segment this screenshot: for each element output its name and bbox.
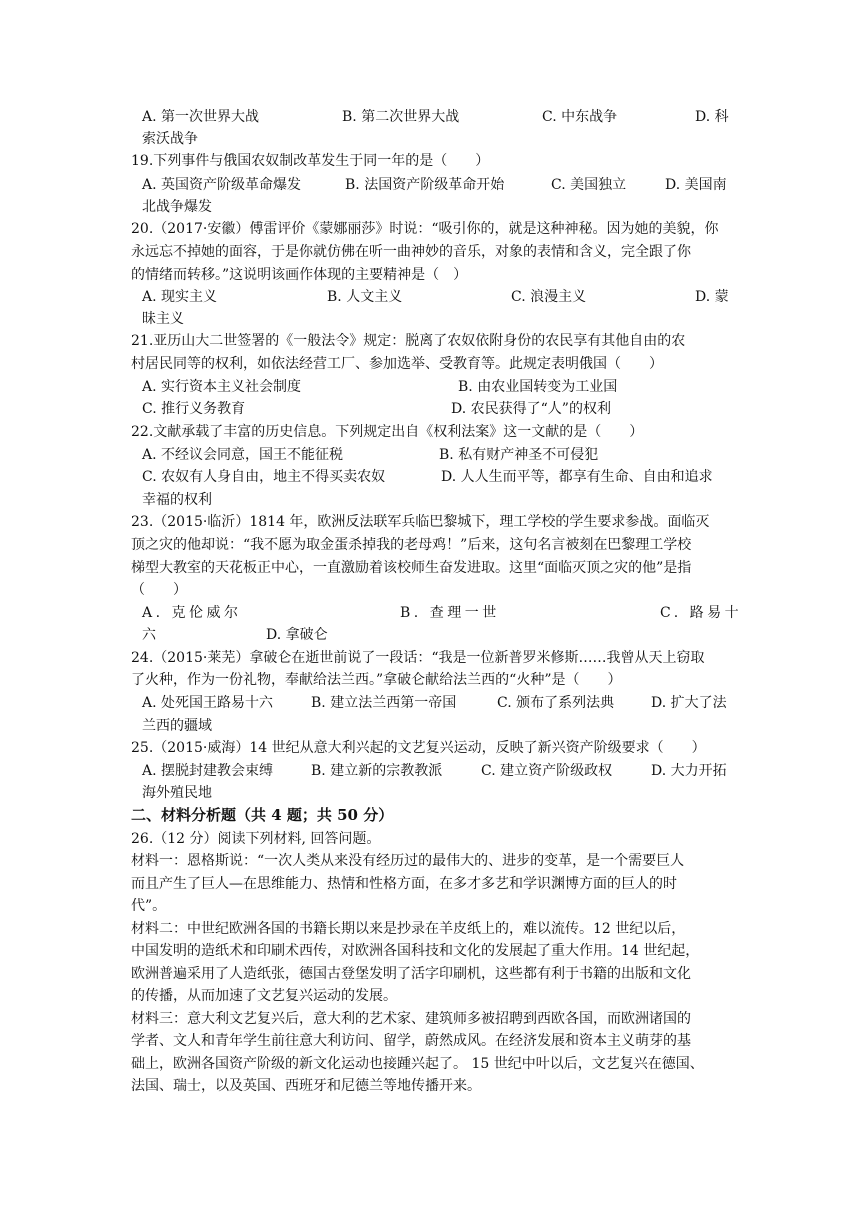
q25-stem: 25.（2015·威海）14 世纪从意大利兴起的文艺复兴运动，反映了新兴资产阶级要求（ ） <box>131 740 706 756</box>
q22-option-a: A. 不经议会同意，国王不能征税 <box>142 447 344 463</box>
q24-option-a: A. 处死国王路易十六 <box>142 695 274 711</box>
q20-stem-line1: 20.（2017·安徽）傅雷评价《蒙娜丽莎》时说：“吸引你的，就是这种神秘。因为她的美貌，你 <box>131 221 719 237</box>
q26-material2-line2: 中国发明的造纸术和印刷术西传，对欧洲各国科技和文化的发展起了重大作用。14 世纪起， <box>131 943 700 959</box>
q20-stem-line3: 的情绪而转移。”这说明该画作体现的主要精神是（ ） <box>131 267 468 283</box>
q22-option-b: B. 私有财产神圣不可侵犯 <box>439 447 599 463</box>
q21-option-d: D. 农民获得了“人”的权利 <box>451 401 611 417</box>
q23-option-d: D. 拿破仑 <box>266 627 328 643</box>
q24-option-c: C. 颁布了系列法典 <box>497 695 615 711</box>
q20-option-a: A. 现实主义 <box>142 289 218 305</box>
q21-stem-line1: 21.亚历山大二世签署的《一般法令》规定：脱离了农奴依附身份的农民享有其他自由的农 <box>131 333 686 349</box>
q18-option-d-continued: 索沃战争 <box>142 131 198 147</box>
q26-material3-line2: 学者、文人和青年学生前往意大利访问、留学，蔚然成风。在经济发展和资本主义萌芽的基 <box>131 1033 691 1049</box>
q24-option-b: B. 建立法兰西第一帝国 <box>311 695 457 711</box>
q20-option-d: D. 蒙 <box>695 289 729 305</box>
q23-option-a: A. 克伦威尔 <box>142 605 242 621</box>
q26-material2-line1: 材料二：中世纪欧洲各国的书籍长期以来是抄录在羊皮纸上的，难以流传。12 世纪以后， <box>131 921 686 937</box>
q19-option-d-continued: 北战争爆发 <box>142 199 212 215</box>
q26-material3-line4: 法国、瑞士，以及英国、西班牙和尼德兰等地传播开来。 <box>131 1078 481 1094</box>
q25-option-d-continued: 海外殖民地 <box>142 785 212 801</box>
q22-option-d: D. 人人生而平等，都享有生命、自由和追求 <box>441 469 713 485</box>
q24-stem-line2: 了火种，作为一份礼物，奉献给法兰西。”拿破仑献给法兰西的“火种”是（ ） <box>131 672 622 688</box>
q20-option-b: B. 人文主义 <box>327 289 403 305</box>
q25-option-a: A. 摆脱封建教会束缚 <box>142 763 274 779</box>
q23-stem-line2: 顶之灾的他却说：“我不愿为取金蛋杀掉我的老母鸡！”后来，这句名言被刻在巴黎理工学校 <box>131 537 692 553</box>
q18-option-c: C. 中东战争 <box>542 109 618 125</box>
q23-option-c-continued: 六 <box>142 627 156 643</box>
q24-option-d-continued: 兰西的疆域 <box>142 718 212 734</box>
q22-stem: 22.文献承载了丰富的历史信息。下列规定出自《权利法案》这一文献的是（ ） <box>131 424 644 440</box>
q22-option-d-continued: 幸福的权利 <box>142 492 212 508</box>
q26-material1-line2: 而且产生了巨人—在思维能力、热情和性格方面，在多才多艺和学识渊博方面的巨人的时 <box>131 876 677 892</box>
q20-option-d-continued: 昧主义 <box>142 311 184 327</box>
q20-option-c: C. 浪漫主义 <box>511 289 587 305</box>
q19-option-b: B. 法国资产阶级革命开始 <box>345 177 505 193</box>
q26-material3-line3: 础上，欧洲各国资产阶级的新文化运动也接踵兴起了。 15 世纪中叶以后，文艺复兴在德国、 <box>131 1056 704 1072</box>
q26-material1-line3: 代”。 <box>131 898 167 914</box>
q23-option-b: B. 查理一世 <box>400 605 500 621</box>
q21-option-a: A. 实行资本主义社会制度 <box>142 379 302 395</box>
q25-option-d: D. 大力开拓 <box>651 763 727 779</box>
q26-material1-line1: 材料一：恩格斯说：“一次人类从来没有经历过的最伟大的、进步的变革，是一个需要巨人 <box>131 853 685 869</box>
q19-option-a: A. 英国资产阶级革命爆发 <box>142 177 302 193</box>
q26-intro: 26.（12 分）阅读下列材料, 回答问题。 <box>131 831 381 847</box>
q18-option-a: A. 第一次世界大战 <box>142 109 260 125</box>
q19-stem: 19.下列事件与俄国农奴制改革发生于同一年的是（ ） <box>131 153 490 169</box>
q21-option-b: B. 由农业国转变为工业国 <box>458 379 618 395</box>
q19-option-d: D. 美国南 <box>665 177 727 193</box>
q25-option-b: B. 建立新的宗教教派 <box>311 763 443 779</box>
q24-option-d: D. 扩大了法 <box>651 695 727 711</box>
q26-material2-line4: 的传播，从而加速了文艺复兴运动的发展。 <box>131 988 397 1004</box>
q26-material2-line3: 欧洲普遍采用了人造纸张，德国古登堡发明了活字印刷机，这些都有利于书籍的出版和文化 <box>131 966 691 982</box>
q24-stem-line1: 24.（2015·莱芜）拿破仑在逝世前说了一段话：“我是一位新普罗米修斯……我曾从天上窃取 <box>131 650 705 666</box>
q23-stem-line4: （ ） <box>131 582 187 598</box>
q19-option-c: C. 美国独立 <box>551 177 627 193</box>
q18-option-d: D. 科 <box>695 109 729 125</box>
q25-option-c: C. 建立资产阶级政权 <box>481 763 613 779</box>
q23-stem-line3: 梯型大教室的天花板正中心，一直激励着该校师生奋发进取。这里“面临灭顶之灾的他”是指 <box>131 560 692 576</box>
section-heading: 二、材料分析题（共 4 题；共 50 分） <box>131 806 394 824</box>
q21-option-c: C. 推行义务教育 <box>142 401 246 417</box>
q18-option-b: B. 第二次世界大战 <box>342 109 460 125</box>
q26-material3-line1: 材料三：意大利文艺复兴后，意大利的艺术家、建筑师多被招聘到西欧各国，而欧洲诸国的 <box>131 1011 691 1027</box>
q20-stem-line2: 永远忘不掉她的面容，于是你就仿佛在听一曲神妙的音乐，对象的表情和含义，完全跟了你 <box>131 244 691 260</box>
q23-stem-line1: 23.（2015·临沂）1814 年，欧洲反法联军兵临巴黎城下，理工学校的学生要求参战。面临灭 <box>131 514 710 530</box>
q22-option-c: C. 农奴有人身自由，地主不得买卖农奴 <box>142 469 386 485</box>
q21-stem-line2: 村居民同等的权利，如依法经营工厂、参加选举、受教育等。此规定表明俄国（ ） <box>131 356 663 372</box>
q23-option-c: C. 路易十 <box>660 605 743 621</box>
